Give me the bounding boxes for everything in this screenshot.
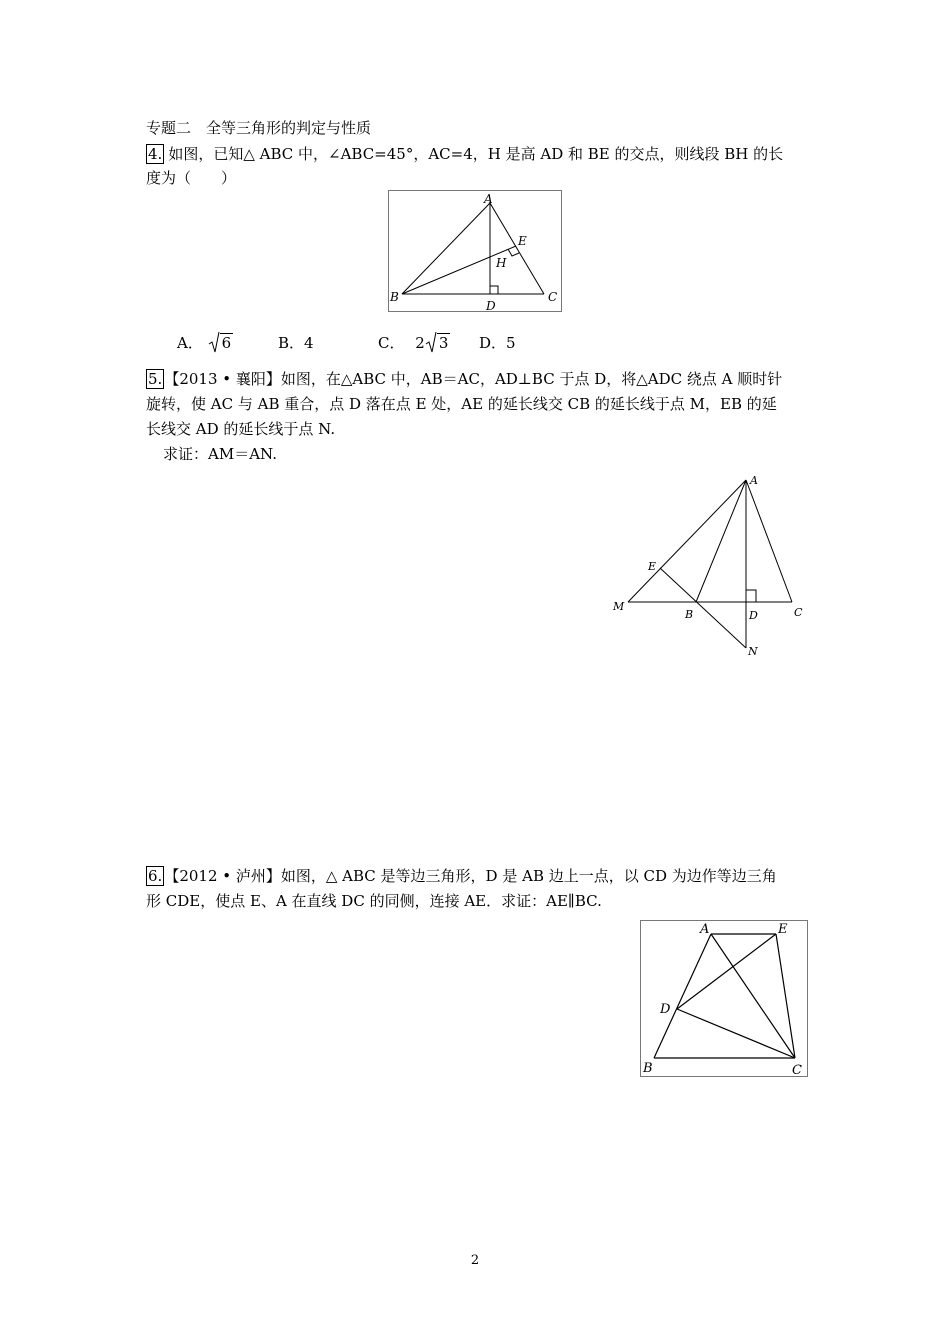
label-B: B [390, 290, 399, 304]
label-E: E [518, 234, 527, 248]
label-B: B [685, 608, 694, 621]
label-A: A [700, 922, 710, 937]
option-a: A． 6 [177, 334, 232, 352]
label-C: C [548, 290, 558, 304]
label-E: E [778, 922, 788, 937]
page-number: 2 [470, 1253, 480, 1268]
label-D: D [749, 609, 758, 622]
question-text: 形 CDE，使点 E、A 在直线 DC 的同侧，连接 AE．求证：AE∥BC. [146, 892, 602, 910]
q4-figure [388, 190, 562, 312]
option-c: C． 2 3 [378, 334, 449, 352]
label-A: A [750, 474, 758, 487]
proof-statement: 求证：AM＝AN. [163, 445, 277, 463]
label-M: M [613, 600, 625, 613]
label-A: A [484, 192, 493, 206]
label-C: C [792, 1063, 802, 1077]
sqrt-symbol: 6 [208, 334, 234, 352]
label-E: E [648, 560, 657, 573]
q6-figure [640, 920, 808, 1077]
question-number: 4. [148, 145, 163, 163]
question-text: 长线交 AD 的延长线于点 N. [146, 420, 336, 438]
question-text: 如图，已知△ ABC 中，∠ABC=45°，AC=4，H 是高 AD 和 BE 的交点，则线段 BH 的长 [168, 145, 784, 163]
label-C: C [794, 606, 803, 619]
question-number: 5. [148, 370, 163, 388]
option-d: D．5 [479, 334, 516, 352]
sqrt-symbol: 3 [425, 334, 451, 352]
question-text: 【2012 • 泸州】如图，△ ABC 是等边三角形，D 是 AB 边上一点，以 CD 为边作等边三角 [164, 867, 777, 885]
label-D: D [486, 299, 496, 312]
label-D: D [660, 1002, 671, 1017]
label-B: B [643, 1061, 653, 1076]
q5-figure [600, 470, 820, 665]
label-H: H [496, 256, 507, 270]
question-text: 旋转，使 AC 与 AB 重合，点 D 落在点 E 处，AE 的延长线交 CB 的延长线于点 M，EB 的延 [146, 395, 777, 413]
question-text: 度为（ ） [146, 169, 237, 187]
label-N: N [748, 645, 758, 658]
option-b: B．4 [278, 334, 314, 352]
question-number: 6. [148, 867, 163, 885]
section-title: 专题二 全等三角形的判定与性质 [146, 119, 372, 137]
question-text: 【2013 • 襄阳】如图，在△ABC 中，AB＝AC，AD⊥BC 于点 D，将△ADC 绕点 A 顺时针 [164, 370, 783, 388]
